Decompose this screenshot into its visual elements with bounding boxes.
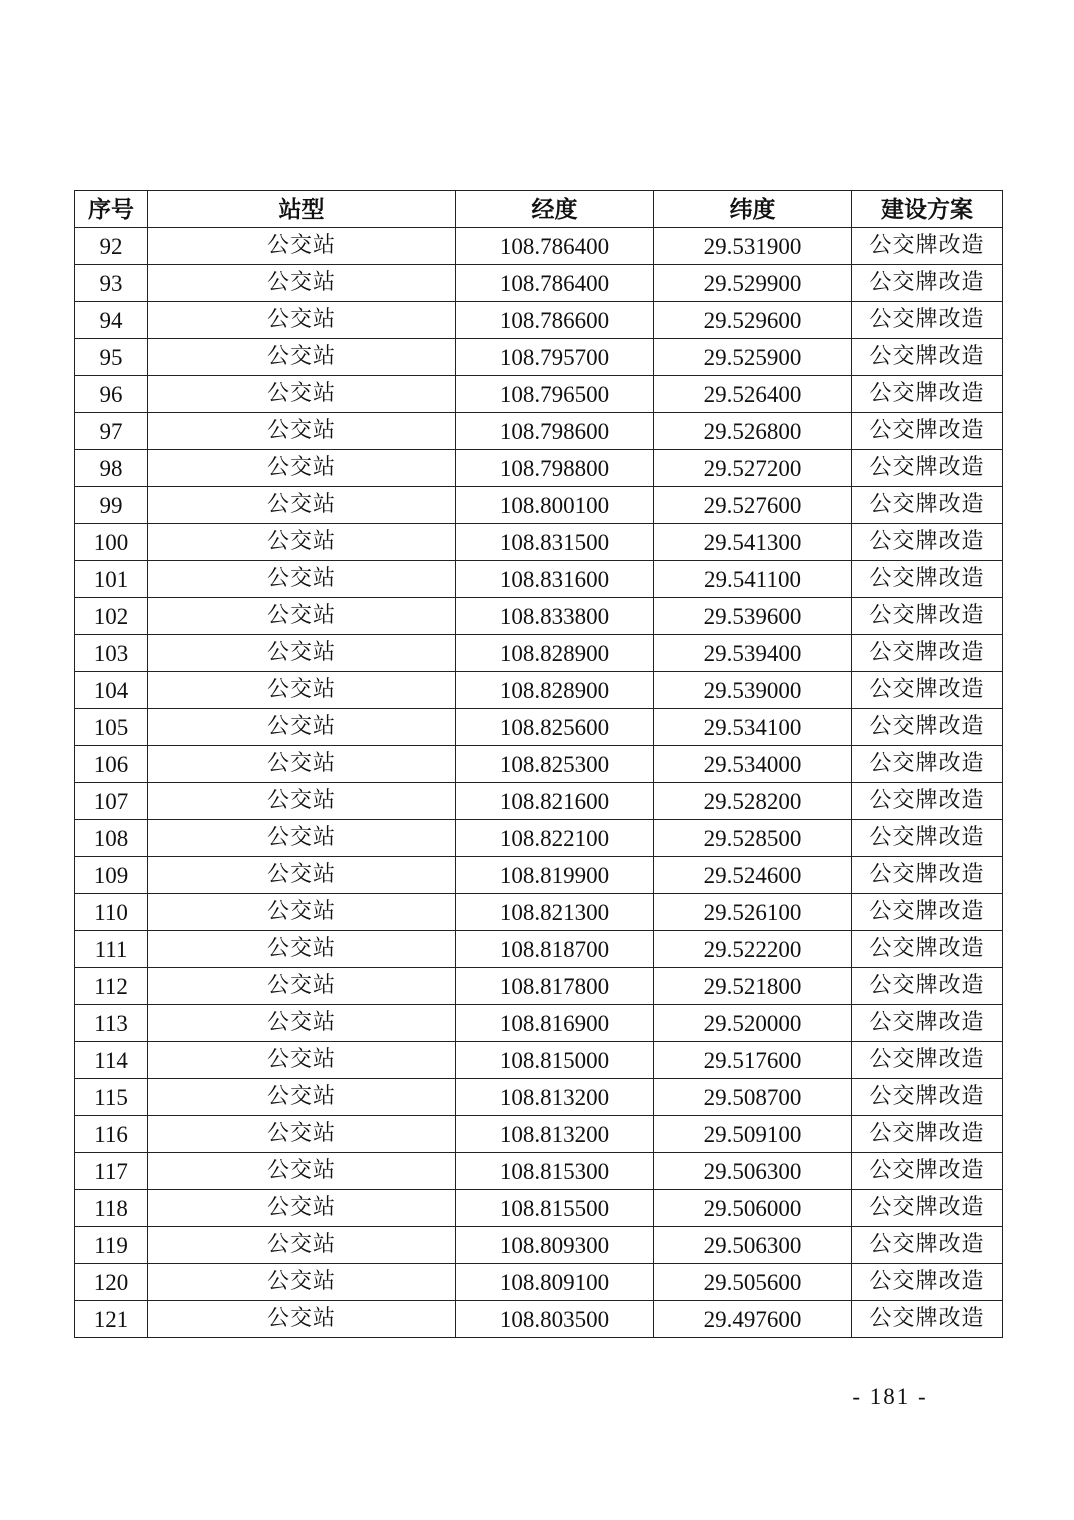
cell-station-type: 公交站 [148,783,456,820]
cell-latitude: 29.541300 [654,524,852,561]
cell-construction-plan: 公交牌改造 [852,1227,1003,1264]
cell-latitude: 29.520000 [654,1005,852,1042]
table-header-row [75,191,1003,228]
cell-index: 111 [75,931,148,968]
cell-latitude: 29.527600 [654,487,852,524]
cell-station-type: 公交站 [148,1153,456,1190]
table-row [75,339,1003,376]
table-row [75,746,1003,783]
cell-longitude: 108.831600 [456,561,654,598]
table-row [75,1264,1003,1301]
cell-index: 116 [75,1116,148,1153]
cell-index: 121 [75,1301,148,1338]
cell-longitude: 108.786400 [456,265,654,302]
table-row [75,413,1003,450]
cell-index: 109 [75,857,148,894]
cell-latitude: 29.506300 [654,1227,852,1264]
table-row [75,1005,1003,1042]
cell-station-type: 公交站 [148,413,456,450]
cell-index: 102 [75,598,148,635]
cell-construction-plan: 公交牌改造 [852,1079,1003,1116]
cell-index: 92 [75,228,148,265]
table-row [75,783,1003,820]
cell-construction-plan: 公交牌改造 [852,672,1003,709]
cell-index: 106 [75,746,148,783]
cell-index: 98 [75,450,148,487]
cell-index: 112 [75,968,148,1005]
table-row [75,1153,1003,1190]
cell-construction-plan: 公交牌改造 [852,1153,1003,1190]
cell-station-type: 公交站 [148,450,456,487]
table-row [75,228,1003,265]
cell-station-type: 公交站 [148,894,456,931]
cell-longitude: 108.828900 [456,672,654,709]
cell-latitude: 29.541100 [654,561,852,598]
cell-longitude: 108.831500 [456,524,654,561]
cell-station-type: 公交站 [148,1079,456,1116]
cell-station-type: 公交站 [148,1190,456,1227]
cell-latitude: 29.509100 [654,1116,852,1153]
cell-construction-plan: 公交牌改造 [852,598,1003,635]
header-index: 序号 [75,191,148,228]
table-row [75,931,1003,968]
cell-index: 119 [75,1227,148,1264]
cell-station-type: 公交站 [148,302,456,339]
cell-station-type: 公交站 [148,1301,456,1338]
cell-longitude: 108.786400 [456,228,654,265]
cell-longitude: 108.803500 [456,1301,654,1338]
cell-latitude: 29.506300 [654,1153,852,1190]
cell-latitude: 29.521800 [654,968,852,1005]
table-row [75,1227,1003,1264]
cell-latitude: 29.529600 [654,302,852,339]
cell-construction-plan: 公交牌改造 [852,968,1003,1005]
cell-station-type: 公交站 [148,672,456,709]
cell-construction-plan: 公交牌改造 [852,857,1003,894]
cell-station-type: 公交站 [148,598,456,635]
cell-index: 100 [75,524,148,561]
table-row [75,635,1003,672]
station-table [74,190,1003,1338]
cell-station-type: 公交站 [148,1005,456,1042]
cell-longitude: 108.798600 [456,413,654,450]
cell-construction-plan: 公交牌改造 [852,302,1003,339]
cell-latitude: 29.526800 [654,413,852,450]
cell-index: 113 [75,1005,148,1042]
cell-construction-plan: 公交牌改造 [852,1005,1003,1042]
cell-index: 110 [75,894,148,931]
cell-construction-plan: 公交牌改造 [852,709,1003,746]
table-row [75,1079,1003,1116]
cell-construction-plan: 公交牌改造 [852,228,1003,265]
cell-longitude: 108.821600 [456,783,654,820]
cell-latitude: 29.527200 [654,450,852,487]
header-longitude: 经度 [456,191,654,228]
cell-station-type: 公交站 [148,968,456,1005]
cell-station-type: 公交站 [148,1227,456,1264]
table-row [75,450,1003,487]
table-row [75,561,1003,598]
cell-station-type: 公交站 [148,265,456,302]
table-row [75,968,1003,1005]
cell-station-type: 公交站 [148,524,456,561]
cell-index: 104 [75,672,148,709]
cell-index: 103 [75,635,148,672]
cell-index: 93 [75,265,148,302]
table-row [75,672,1003,709]
cell-longitude: 108.798800 [456,450,654,487]
table-row [75,524,1003,561]
cell-longitude: 108.813200 [456,1079,654,1116]
cell-construction-plan: 公交牌改造 [852,1190,1003,1227]
cell-station-type: 公交站 [148,561,456,598]
cell-construction-plan: 公交牌改造 [852,746,1003,783]
cell-station-type: 公交站 [148,857,456,894]
cell-construction-plan: 公交牌改造 [852,561,1003,598]
cell-latitude: 29.534100 [654,709,852,746]
cell-construction-plan: 公交牌改造 [852,524,1003,561]
table-row [75,1301,1003,1338]
cell-latitude: 29.534000 [654,746,852,783]
cell-index: 97 [75,413,148,450]
cell-longitude: 108.809100 [456,1264,654,1301]
cell-latitude: 29.517600 [654,1042,852,1079]
cell-longitude: 108.822100 [456,820,654,857]
cell-index: 118 [75,1190,148,1227]
cell-station-type: 公交站 [148,820,456,857]
table-row [75,857,1003,894]
cell-latitude: 29.524600 [654,857,852,894]
cell-construction-plan: 公交牌改造 [852,376,1003,413]
cell-construction-plan: 公交牌改造 [852,450,1003,487]
cell-latitude: 29.526100 [654,894,852,931]
table-row [75,1042,1003,1079]
cell-station-type: 公交站 [148,1264,456,1301]
cell-longitude: 108.786600 [456,302,654,339]
header-latitude: 纬度 [654,191,852,228]
cell-construction-plan: 公交牌改造 [852,1116,1003,1153]
page-number: - 181 - [852,1384,928,1409]
cell-station-type: 公交站 [148,228,456,265]
cell-longitude: 108.815500 [456,1190,654,1227]
cell-station-type: 公交站 [148,487,456,524]
cell-latitude: 29.531900 [654,228,852,265]
table-row [75,265,1003,302]
cell-latitude: 29.508700 [654,1079,852,1116]
cell-longitude: 108.815000 [456,1042,654,1079]
cell-station-type: 公交站 [148,1042,456,1079]
cell-index: 95 [75,339,148,376]
cell-latitude: 29.539000 [654,672,852,709]
cell-index: 107 [75,783,148,820]
table-row [75,1116,1003,1153]
cell-index: 99 [75,487,148,524]
cell-latitude: 29.528500 [654,820,852,857]
cell-construction-plan: 公交牌改造 [852,783,1003,820]
cell-station-type: 公交站 [148,709,456,746]
table-row [75,302,1003,339]
cell-construction-plan: 公交牌改造 [852,1301,1003,1338]
cell-latitude: 29.505600 [654,1264,852,1301]
cell-longitude: 108.800100 [456,487,654,524]
cell-latitude: 29.497600 [654,1301,852,1338]
cell-index: 108 [75,820,148,857]
cell-longitude: 108.833800 [456,598,654,635]
cell-construction-plan: 公交牌改造 [852,635,1003,672]
cell-construction-plan: 公交牌改造 [852,487,1003,524]
table-row [75,1190,1003,1227]
cell-latitude: 29.526400 [654,376,852,413]
cell-index: 114 [75,1042,148,1079]
table-row [75,820,1003,857]
cell-longitude: 108.817800 [456,968,654,1005]
cell-index: 96 [75,376,148,413]
table-row [75,487,1003,524]
cell-longitude: 108.821300 [456,894,654,931]
cell-index: 94 [75,302,148,339]
cell-station-type: 公交站 [148,376,456,413]
cell-longitude: 108.816900 [456,1005,654,1042]
header-station-type: 站型 [148,191,456,228]
cell-latitude: 29.539600 [654,598,852,635]
cell-construction-plan: 公交牌改造 [852,1264,1003,1301]
table-row [75,894,1003,931]
cell-latitude: 29.539400 [654,635,852,672]
cell-station-type: 公交站 [148,931,456,968]
cell-construction-plan: 公交牌改造 [852,413,1003,450]
cell-station-type: 公交站 [148,1116,456,1153]
cell-longitude: 108.796500 [456,376,654,413]
cell-construction-plan: 公交牌改造 [852,265,1003,302]
cell-index: 105 [75,709,148,746]
cell-latitude: 29.529900 [654,265,852,302]
cell-longitude: 108.809300 [456,1227,654,1264]
cell-construction-plan: 公交牌改造 [852,894,1003,931]
cell-station-type: 公交站 [148,635,456,672]
cell-station-type: 公交站 [148,746,456,783]
table-row [75,376,1003,413]
cell-longitude: 108.828900 [456,635,654,672]
table-row [75,598,1003,635]
cell-latitude: 29.522200 [654,931,852,968]
cell-construction-plan: 公交牌改造 [852,931,1003,968]
cell-longitude: 108.819900 [456,857,654,894]
cell-longitude: 108.795700 [456,339,654,376]
cell-construction-plan: 公交牌改造 [852,339,1003,376]
cell-index: 117 [75,1153,148,1190]
cell-longitude: 108.813200 [456,1116,654,1153]
cell-index: 115 [75,1079,148,1116]
cell-longitude: 108.825300 [456,746,654,783]
cell-latitude: 29.506000 [654,1190,852,1227]
cell-longitude: 108.815300 [456,1153,654,1190]
cell-station-type: 公交站 [148,339,456,376]
cell-longitude: 108.825600 [456,709,654,746]
cell-longitude: 108.818700 [456,931,654,968]
table-row [75,709,1003,746]
cell-index: 101 [75,561,148,598]
table-body [75,228,1003,1338]
cell-construction-plan: 公交牌改造 [852,820,1003,857]
cell-index: 120 [75,1264,148,1301]
cell-latitude: 29.528200 [654,783,852,820]
cell-construction-plan: 公交牌改造 [852,1042,1003,1079]
cell-latitude: 29.525900 [654,339,852,376]
header-construction-plan: 建设方案 [852,191,1003,228]
